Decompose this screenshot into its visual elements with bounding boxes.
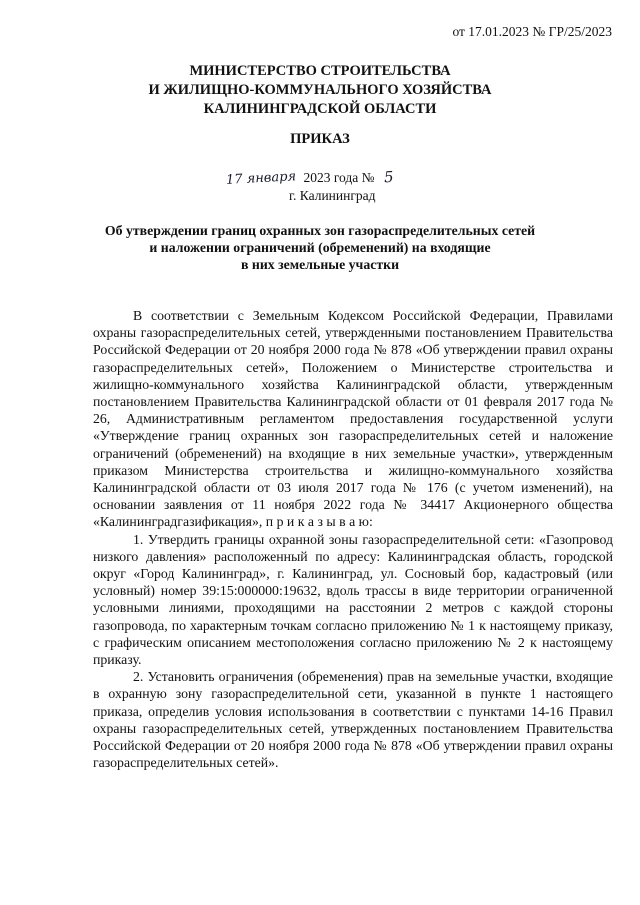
order-dateline [226, 168, 393, 186]
ministry-name [0, 62, 640, 119]
ministry-line: И ЖИЛИЩНО-КОММУНАЛЬНОГО ХОЗЯЙСТВА [148, 82, 492, 98]
order-subject [90, 222, 550, 273]
order-item-1: 1. Утвердить границы охранной зоны газораспределительной сети: «Газопровод низкого давления» расположенный по адресу: Калининградская область, городской округ «Город Калининград», г. Калининград, ул. Сосновый бор, кадастровый (или условный) номер 39:15:000000:19632, вдоль трассы в виде территории ограниченной условными линиями, проходящими на расстоянии 2 метров с каждой стороны газопровода, по характерным точкам согласно приложению № 1 к настоящему приказу, с графическим описанием местоположения согласно приложению № 2 к настоящему приказу. [93, 531, 613, 668]
ministry-line: КАЛИНИНГРАДСКОЙ ОБЛАСТИ [203, 101, 437, 117]
preamble-paragraph: В соответствии с Земельным Кодексом Российской Федерации, Правилами охраны газораспределительных сетей, утвержденными постановлением Правительства Российской Федерации от 20 ноября 2000 года № 878 «Об утверждении правил охраны газораспределительных сетей», Положением о Министерстве строительства и жилищно-коммунального хозяйства Калининградской области, утвержденным постановлением Правительства Калининградской области от 01 февраля 2017 года № 26, Административным регламентом предоставления государственной услуги «Утверждение границ охранных зон газораспределительных сетей и наложение ограничений (обременений) на входящие в них земельные участки», утвержденным приказом Министерства строительства и жилищно-коммунального хозяйства Калининградской области от 03 июля 2017 года № 176 (с учетом изменений), на основании заявления от 11 ноября 2022 года № 34417 Акционерного общества «Калининградгазификация», п р и к а з ы в а ю: [93, 308, 613, 530]
order-body [93, 307, 613, 771]
order-year-text: 2023 года № [303, 170, 375, 185]
handwritten-order-number: 5 [383, 167, 395, 187]
document-type-title: ПРИКАЗ [290, 131, 350, 147]
subject-line: и наложении ограничений (обременений) на входящие [149, 240, 491, 255]
subject-line: в них земельные участки [240, 257, 400, 272]
order-item-2: 2. Установить ограничения (обременения) прав на земельные участки, входящие в охранную зону газораспределительной сети, указанной в пункте 1 настоящего приказа, определив условия использования в соответствии с пунктами 14-16 Правил охраны газораспределительных сетей, утвержденных постановлением Правительства Российской Федерации от 20 ноября 2000 года № 878 «Об утверждении правил охраны газораспределительных сетей». [93, 669, 613, 771]
registration-reference: от 17.01.2023 № ГР/25/2023 [452, 24, 612, 39]
subject-line: Об утверждении границ охранных зон газораспределительных сетей [104, 223, 536, 238]
order-city: г. Калининград [289, 188, 376, 203]
handwritten-date: 17 января [225, 169, 297, 188]
ministry-line: МИНИСТЕРСТВО СТРОИТЕЛЬСТВА [189, 63, 451, 79]
